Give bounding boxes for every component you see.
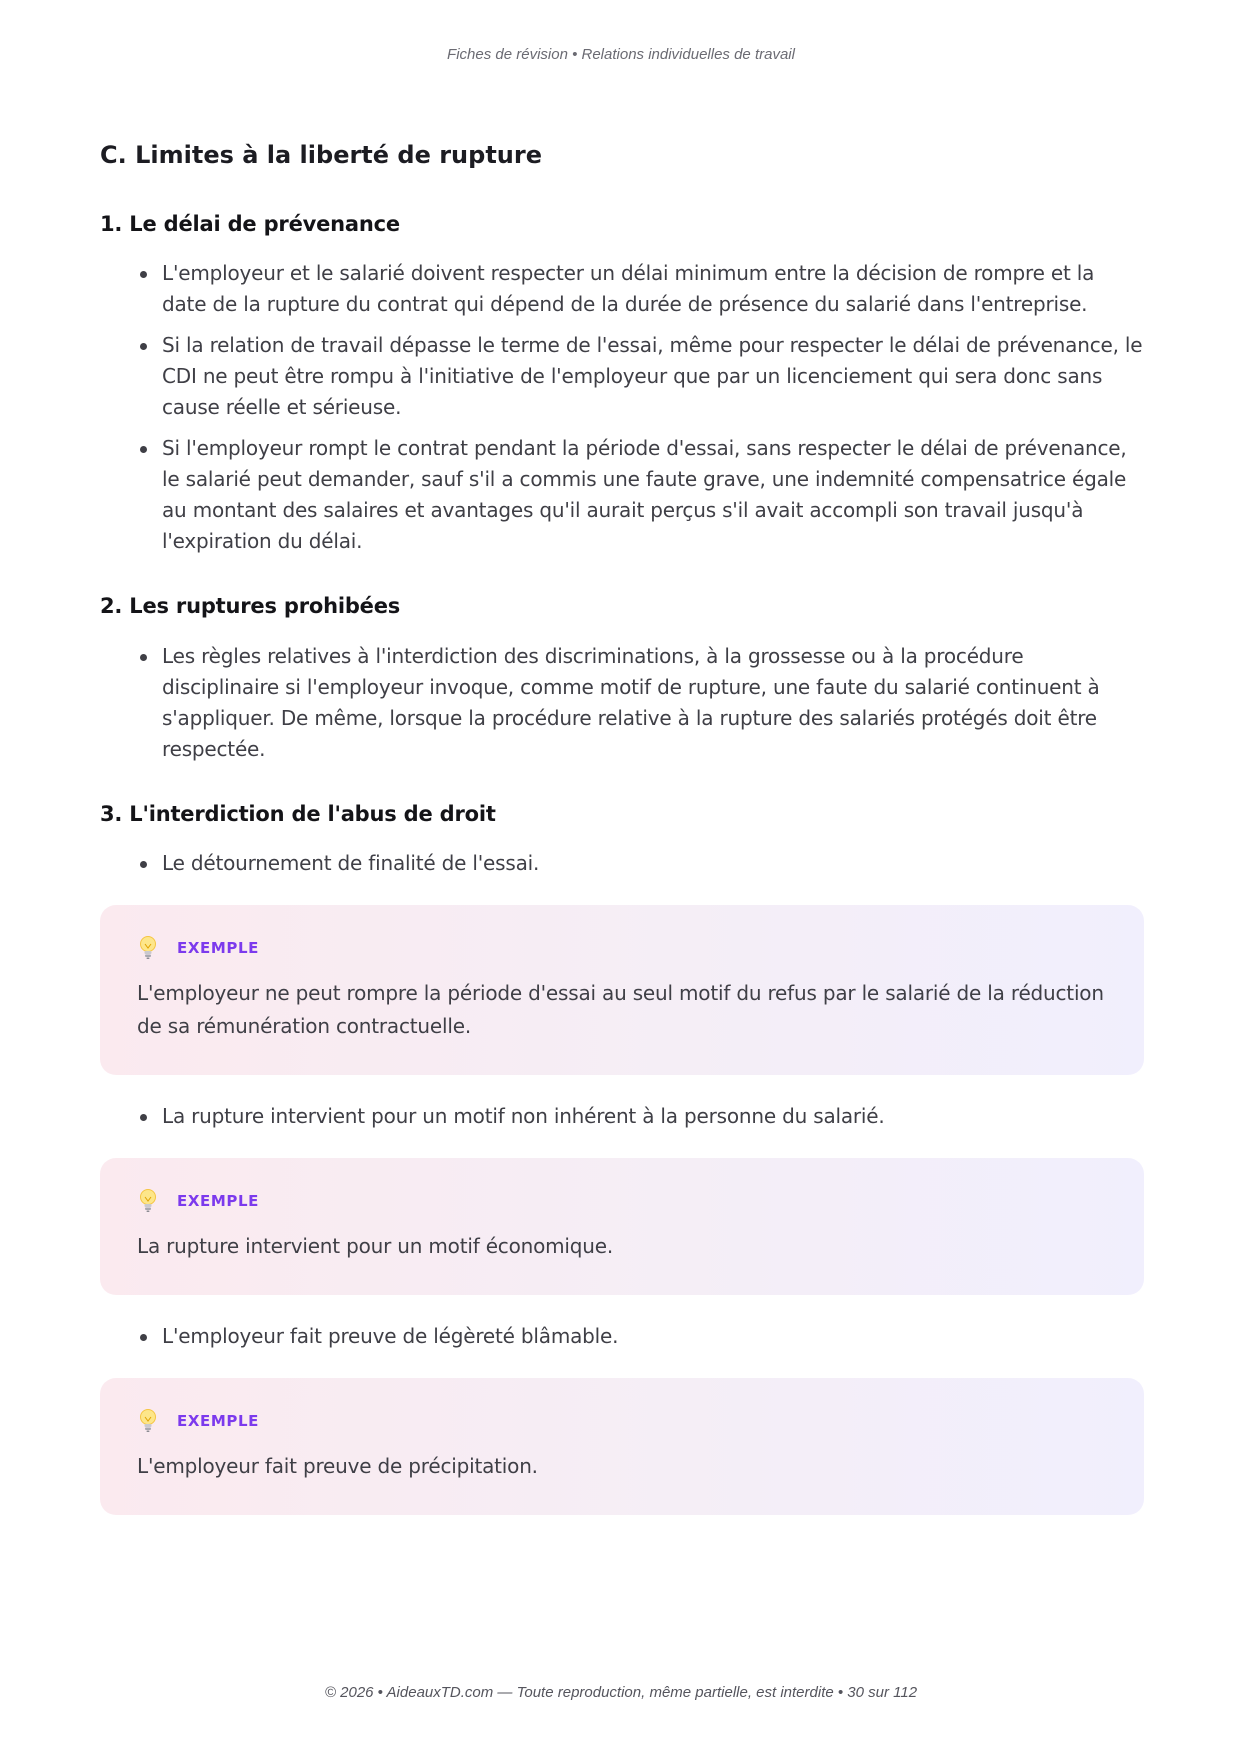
example-text: L'employeur ne peut rompre la période d'essai au seul motif du refus par le salarié de la réduction de sa rémunération contractuelle. bbox=[137, 981, 1104, 1039]
example-label: EXEMPLE bbox=[177, 1412, 259, 1431]
section-title: C. Limites à la liberté de rupture bbox=[100, 141, 542, 169]
running-header: Fiches de révision • Relations individuelles de travail bbox=[447, 46, 795, 63]
running-footer: © 2026 • AideauxTD.com — Toute reproduction, même partielle, est interdite • 30 sur 112 bbox=[324, 1684, 918, 1701]
list-item: L'employeur fait preuve de légèreté blâmable. bbox=[162, 1321, 1144, 1352]
example-text: L'employeur fait preuve de précipitation. bbox=[137, 1454, 538, 1479]
example-box bbox=[100, 1158, 1144, 1295]
bullet-list-abus-1 bbox=[100, 848, 1144, 879]
bullet-list-delai-prevenance bbox=[100, 258, 1144, 557]
subsection-title-delai-prevenance: 1. Le délai de prévenance bbox=[100, 212, 400, 237]
list-item: Les règles relatives à l'interdiction des discriminations, à la grossesse ou à la procédure disciplinaire si l'employeur invoque, comme motif de rupture, une faute du salarié continuent à s'appliquer. De même, lorsque la procédure relative à la rupture des salariés protégés doit être respectée. bbox=[162, 641, 1144, 765]
example-label: EXEMPLE bbox=[177, 1192, 259, 1211]
list-item: Si la relation de travail dépasse le terme de l'essai, même pour respecter le délai de prévenance, le CDI ne peut être rompu à l'initiative de l'employeur que par un licenciement qui sera donc sans cause réelle et sérieuse. bbox=[162, 330, 1144, 423]
lightbulb-icon bbox=[137, 1408, 159, 1434]
example-text: La rupture intervient pour un motif économique. bbox=[137, 1234, 614, 1259]
list-item: L'employeur et le salarié doivent respecter un délai minimum entre la décision de rompre et la date de la rupture du contrat qui dépend de la durée de présence du salarié dans l'entreprise. bbox=[162, 258, 1144, 320]
bullet-list-ruptures-prohibees bbox=[100, 641, 1144, 765]
list-item: Si l'employeur rompt le contrat pendant la période d'essai, sans respecter le délai de prévenance, le salarié peut demander, sauf s'il a commis une faute grave, une indemnité compensatrice égale au montant des salaires et avantages qu'il aurait perçus s'il avait accompli son travail jusqu'à l'expiration du délai. bbox=[162, 433, 1144, 557]
example-box bbox=[100, 1378, 1144, 1515]
example-box bbox=[100, 905, 1144, 1075]
example-header bbox=[137, 1408, 1108, 1434]
lightbulb-icon bbox=[137, 1188, 159, 1214]
lightbulb-icon bbox=[137, 935, 159, 961]
example-header bbox=[137, 935, 1108, 961]
bullet-list-abus-2 bbox=[100, 1101, 1144, 1132]
example-header bbox=[137, 1188, 1108, 1214]
list-item: Le détournement de finalité de l'essai. bbox=[162, 848, 1144, 879]
example-label: EXEMPLE bbox=[177, 939, 259, 958]
page-content bbox=[100, 140, 1144, 1541]
list-item: La rupture intervient pour un motif non inhérent à la personne du salarié. bbox=[162, 1101, 1144, 1132]
subsection-title-ruptures-prohibees: 2. Les ruptures prohibées bbox=[100, 594, 401, 619]
subsection-title-abus-de-droit: 3. L'interdiction de l'abus de droit bbox=[100, 801, 496, 826]
bullet-list-abus-3 bbox=[100, 1321, 1144, 1352]
